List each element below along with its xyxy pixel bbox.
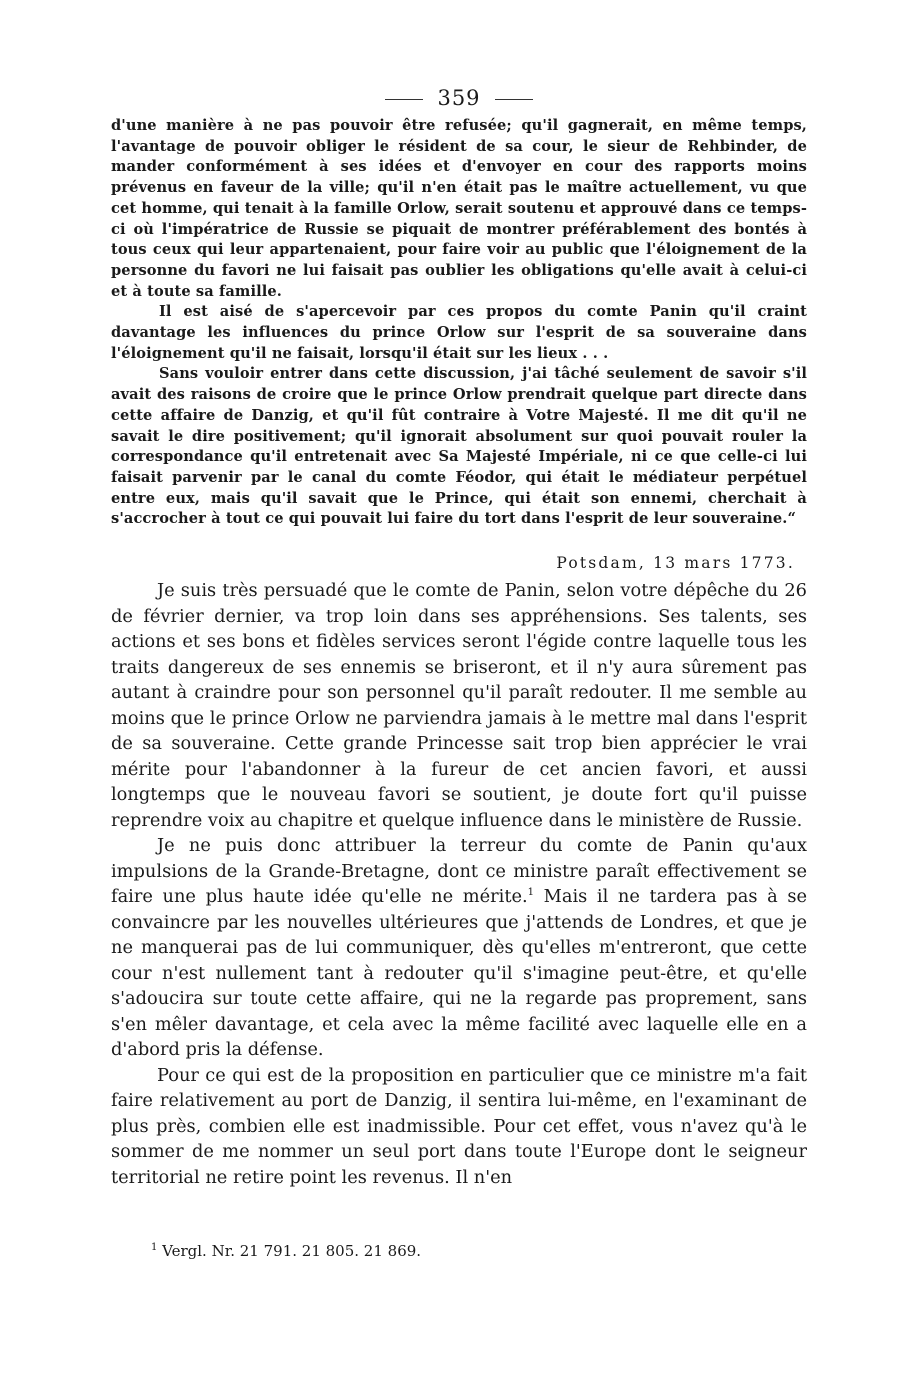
body-paragraph-3: Pour ce qui est de la proposition en particulier que ce ministre m'a fait faire relativement au port de Danzig, il sentira lui-même, en l'examinant de plus près, combien elle est inadmissible. Pour cet effet, vous n'avez qu'à le sommer de me nommer un seul port dans toute l'Europe dont le seigneur territorial ne retire point les revenus. Il n'en — [111, 1064, 807, 1188]
letter-body — [111, 578, 807, 1190]
footnote — [151, 1240, 421, 1262]
quoted-report — [111, 116, 807, 530]
quote-paragraph-2: Il est aisé de s'apercevoir par ces propos du comte Panin qu'il craint davantage les influences du prince Orlow sur l'esprit de sa souveraine dans l'éloignement qu'il ne faisait, lorsqu'il était sur les lieux . . . — [111, 303, 807, 362]
quote-paragraph-1: d'une manière à ne pas pouvoir être refusée; qu'il gagnerait, en même temps, l'avantage de pouvoir obliger le résident de sa cour, le sieur de Rehbinder, de mander conformément à ses idées et d'envoyer en cour des rapports moins prévenus en faveur de la ville; qu'il n'en était pas le maître actuellement, vu que cet homme, qui tenait à la famille Orlow, serait soutenu et approuvé dans ce temps-ci où l'impératrice de Russie se piquait de montrer préférablement des bontés à tous ceux qui leur appartenaient, pour faire voir au public que l'éloignement de la personne du favori ne lui faisait pas oublier les obligations qu'elle avait à celui-ci et à toute sa famille. — [111, 117, 807, 300]
body-paragraph-2 — [111, 833, 807, 1063]
page-header — [111, 84, 807, 114]
footnote-reference: 1 — [527, 887, 535, 899]
header-rule-left — [385, 99, 423, 100]
dateline: Potsdam, 13 mars 1773. — [556, 554, 795, 573]
body-paragraph-2-part-1: Je ne puis donc attribuer la terreur du comte de Panin qu'aux impulsions de la Grande-Bretagne, dont ce ministre paraît effectivement se faire une plus haute idée qu'elle ne mérite. — [111, 835, 807, 908]
body-paragraph-2-part-2: Mais il ne tardera pas à se convaincre par les nouvelles ultérieures que j'attends de Londres, et que je ne manquerai pas de lui communiquer, dès qu'elles m'entreront, que cette cour n'est nullement tant à redouter qu'il s'imagine peut-être, et qu'elle s'adoucira sur toute cette affaire, qui ne la regarde pas proprement, sans s'en mêler davantage, et cela avec la même facilité avec laquelle elle en a d'abord pris la défense. — [111, 886, 807, 1061]
page-number: 359 — [437, 86, 481, 110]
footnote-mark: 1 — [151, 1242, 158, 1253]
quote-paragraph-3: Sans vouloir entrer dans cette discussion, j'ai tâché seulement de savoir s'il avait des raisons de croire que le prince Orlow prendrait quelque part directe dans cette affaire de Danzig, et qu'il fût contraire à Votre Majesté. Il me dit qu'il ne savait le dire positivement; qu'il ignorait absolument sur quoi pouvait rouler la correspondance qu'il entretenait avec Sa Majesté Impériale, ni ce que celle-ci lui faisait parvenir par le canal du comte Féodor, qui était le médiateur perpétuel entre eux, mais qu'il savait que le Prince, qui était son ennemi, cherchait à s'accrocher à tout ce qui pouvait lui faire du tort dans l'esprit de leur souveraine.“ — [111, 365, 807, 528]
footnote-text: Vergl. Nr. 21 791. 21 805. 21 869. — [157, 1242, 422, 1260]
page — [111, 84, 807, 1190]
body-paragraph-1: Je suis très persuadé que le comte de Panin, selon votre dépêche du 26 de février dernier, va trop loin dans ses appréhensions. Ses talents, ses actions et ses bons et fidèles services seront l'égide contre laquelle tous les traits dangereux de ses ennemis se briseront, et il n'y aura sûrement pas autant à craindre pour son personnel qu'il paraît redouter. Il me semble au moins que le prince Orlow ne parviendra jamais à le mettre mal dans l'esprit de sa souveraine. Cette grande Princesse sait trop bien apprécier le vrai mérite pour l'abandonner à la fureur de cet ancien favori, et aussi longtemps que le nouveau favori se soutient, je doute fort qu'il puisse reprendre voix au chapitre et quelque influence dans le ministère de Russie. — [111, 580, 807, 831]
header-rule-right — [495, 99, 533, 100]
